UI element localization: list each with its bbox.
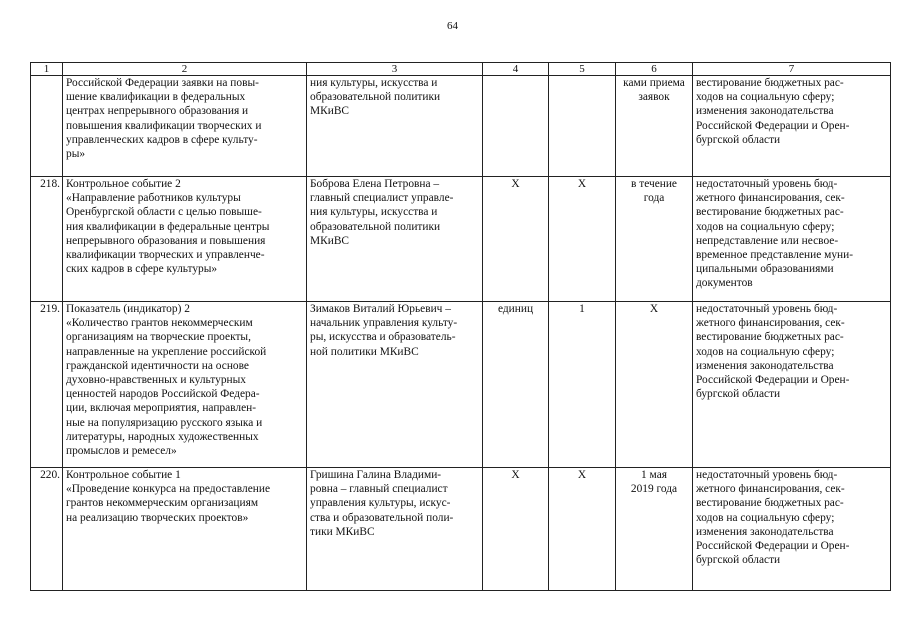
- header-col-3: 3: [307, 63, 483, 76]
- row-responsible: Гришина Галина Владими- ровна – главный специалист управления культуры, искус- ства и образовательной поли- тики МКиВС: [307, 468, 483, 591]
- row-description: Российской Федерации заявки на повы- шение квалификации в федеральных центрах непрерывного образования и повышения квалификации творческих и управленческих кадров в сфере культу- ры»: [63, 76, 307, 177]
- row-deadline: ками приема заявок: [616, 76, 693, 177]
- row-description: Контрольное событие 2 «Направление работников культуры Оренбургской области с целью повыше- ния квалификации в федеральные центры непрерывного образования и повышения квалификации творческих и управленче- ских кадров в сфере культуры»: [63, 177, 307, 302]
- table-row: [31, 76, 891, 177]
- row-deadline: в течение года: [616, 177, 693, 302]
- row-number: 220.: [31, 468, 63, 591]
- row-responsible: Боброва Елена Петровна – главный специалист управле- ния культуры, искусства и образовательной политики МКиВС: [307, 177, 483, 302]
- row-responsible: ния культуры, искусства и образовательной политики МКиВС: [307, 76, 483, 177]
- row-value: [549, 76, 616, 177]
- row-number: 218.: [31, 177, 63, 302]
- row-risks: вестирование бюджетных рас- ходов на социальную сферу; изменения законодательства Российской Федерации и Орен- бургской области: [693, 76, 891, 177]
- header-col-7: 7: [693, 63, 891, 76]
- row-unit: единиц: [483, 302, 549, 468]
- row-description: Показатель (индикатор) 2 «Количество грантов некоммерческим организациям на творческие проекты, направленные на укрепление российской гражданской идентичности на основе духовно-нравственных и культурных ценностей народов Российской Федера- ции, включая мероприятия, направлен- ные на популяризацию русского языка и литературы, народных художественных промыслов и ремесел»: [63, 302, 307, 468]
- row-description: Контрольное событие 1 «Проведение конкурса на предоставление грантов некоммерческим организациям на реализацию творческих проектов»: [63, 468, 307, 591]
- row-risks: недостаточный уровень бюд- жетного финансирования, сек- вестирование бюджетных рас- ходов на социальную сферу; непредставление или несвое- временное представление муни- ципальными образованиями документов: [693, 177, 891, 302]
- header-col-1: 1: [31, 63, 63, 76]
- row-value: X: [549, 177, 616, 302]
- row-responsible: Зимаков Виталий Юрьевич – начальник управления культу- ры, искусства и образователь- ной политики МКиВС: [307, 302, 483, 468]
- row-deadline: 1 мая 2019 года: [616, 468, 693, 591]
- header-row: [31, 63, 891, 76]
- row-value: X: [549, 468, 616, 591]
- row-value: 1: [549, 302, 616, 468]
- page-number: 64: [447, 20, 458, 32]
- table-row: [31, 468, 891, 591]
- header-col-4: 4: [483, 63, 549, 76]
- row-unit: X: [483, 177, 549, 302]
- header-col-5: 5: [549, 63, 616, 76]
- row-unit: X: [483, 468, 549, 591]
- table-row: [31, 177, 891, 302]
- row-risks: недостаточный уровень бюд- жетного финансирования, сек- вестирование бюджетных рас- ходов на социальную сферу; изменения законодательства Российской Федерации и Орен- бургской области: [693, 468, 891, 591]
- header-col-6: 6: [616, 63, 693, 76]
- header-col-2: 2: [63, 63, 307, 76]
- row-unit: [483, 76, 549, 177]
- plan-table: [30, 62, 891, 591]
- row-deadline: X: [616, 302, 693, 468]
- row-number: 219.: [31, 302, 63, 468]
- row-number: [31, 76, 63, 177]
- table-row: [31, 302, 891, 468]
- row-risks: недостаточный уровень бюд- жетного финансирования, сек- вестирование бюджетных рас- ходов на социальную сферу; изменения законодательства Российской Федерации и Орен- бургской области: [693, 302, 891, 468]
